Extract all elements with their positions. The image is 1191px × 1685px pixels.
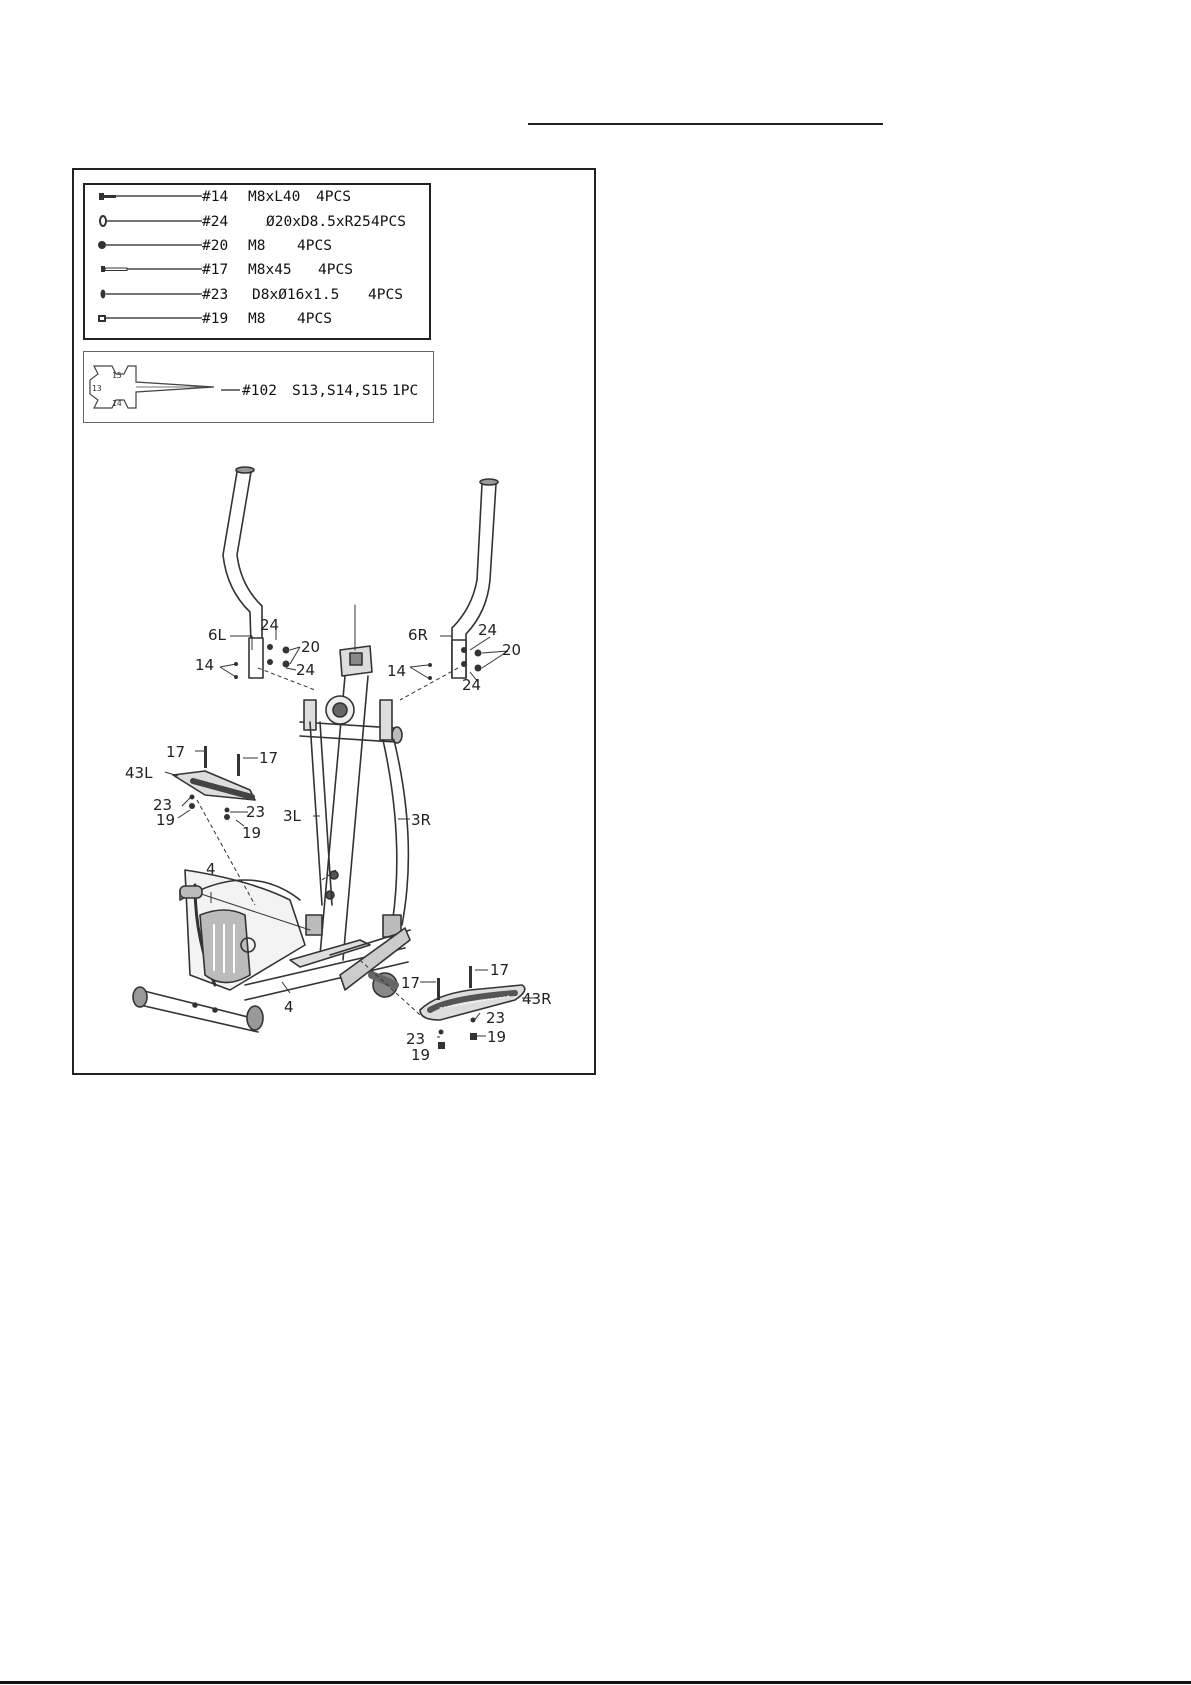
frame-base [133, 870, 410, 1032]
callout-23: 23 [246, 803, 266, 821]
callout-17: 17 [401, 974, 421, 992]
wrench-size-label: 13 [92, 384, 102, 393]
callout-17: 17 [490, 961, 510, 979]
curved-washer-icon [100, 216, 106, 226]
page-bottom-rule [0, 1681, 1191, 1684]
hardware-row [98, 311, 332, 327]
callout-24: 24 [462, 676, 482, 694]
wrench-size-label: 14 [112, 399, 122, 408]
part-spec: Ø20xD8.5xR25 [266, 214, 371, 230]
part-qty: 4PCS [297, 238, 332, 254]
main-mast [320, 605, 372, 960]
part-id: #20 [202, 238, 229, 254]
callout-17: 17 [259, 749, 279, 767]
callout-24: 24 [260, 616, 280, 634]
callout-23: 23 [486, 1009, 506, 1027]
part-id: #17 [202, 262, 229, 278]
callout-20: 20 [502, 641, 522, 659]
callout-14: 14 [195, 656, 215, 674]
part-qty: 4PCS [297, 311, 332, 327]
wrench-size-label: 15 [112, 371, 122, 380]
hardware-row [98, 238, 332, 254]
part-spec: D8xØ16x1.5 [252, 287, 340, 303]
right-handlebar [452, 479, 498, 678]
hardware-row [100, 214, 406, 230]
part-id: #19 [202, 311, 229, 327]
part-id: #23 [202, 287, 229, 303]
tool-id: #102 [242, 383, 277, 399]
bolt-icon [99, 193, 116, 200]
callout-24: 24 [478, 621, 498, 639]
left-pedal [173, 771, 255, 800]
callout-3L: 3L [283, 807, 301, 825]
hardware-row [101, 262, 353, 278]
callout-20: 20 [301, 638, 321, 656]
acorn-nut-icon [98, 241, 106, 249]
part-spec: M8x45 [248, 262, 292, 278]
part-qty: 4PCS [368, 287, 403, 303]
callout-19: 19 [487, 1028, 507, 1046]
tool-qty: 1PC [392, 383, 419, 399]
part-id: #24 [202, 214, 229, 230]
part-qty: 4PCS [318, 262, 353, 278]
callout-24: 24 [296, 661, 316, 679]
callout-19: 19 [411, 1046, 431, 1064]
multi-wrench-icon [90, 366, 214, 408]
callout-6L: 6L [208, 626, 226, 644]
hardware-row [101, 287, 403, 303]
flat-washer-icon [101, 290, 106, 299]
callout-3R: 3R [411, 811, 431, 829]
left-handlebar [223, 467, 263, 678]
part-qty: 4PCS [371, 214, 406, 230]
part-id: #14 [202, 189, 229, 205]
part-spec: M8xL40 [248, 189, 301, 205]
callout-23: 23 [153, 796, 173, 814]
nylon-nut-icon [98, 315, 106, 322]
bolt-icon [101, 266, 127, 272]
part-spec: M8 [248, 311, 266, 327]
callout-43L: 43L [125, 764, 153, 782]
callout-19: 19 [242, 824, 262, 842]
part-spec: M8 [248, 238, 266, 254]
left-arm [306, 722, 332, 935]
callout-19: 19 [156, 811, 176, 829]
hardware-row [99, 189, 351, 205]
callout-14: 14 [387, 662, 407, 680]
callout-23: 23 [406, 1030, 426, 1048]
callout-4: 4 [206, 860, 216, 878]
tool-row [90, 366, 418, 408]
callout-4: 4 [284, 998, 294, 1016]
callout-6R: 6R [408, 626, 428, 644]
part-qty: 4PCS [316, 189, 351, 205]
callout-17: 17 [166, 743, 186, 761]
right-arm [383, 740, 408, 937]
tool-spec: S13,S14,S15 [292, 383, 389, 399]
right-pedal [420, 985, 525, 1020]
callout-43R: 43R [522, 990, 552, 1008]
